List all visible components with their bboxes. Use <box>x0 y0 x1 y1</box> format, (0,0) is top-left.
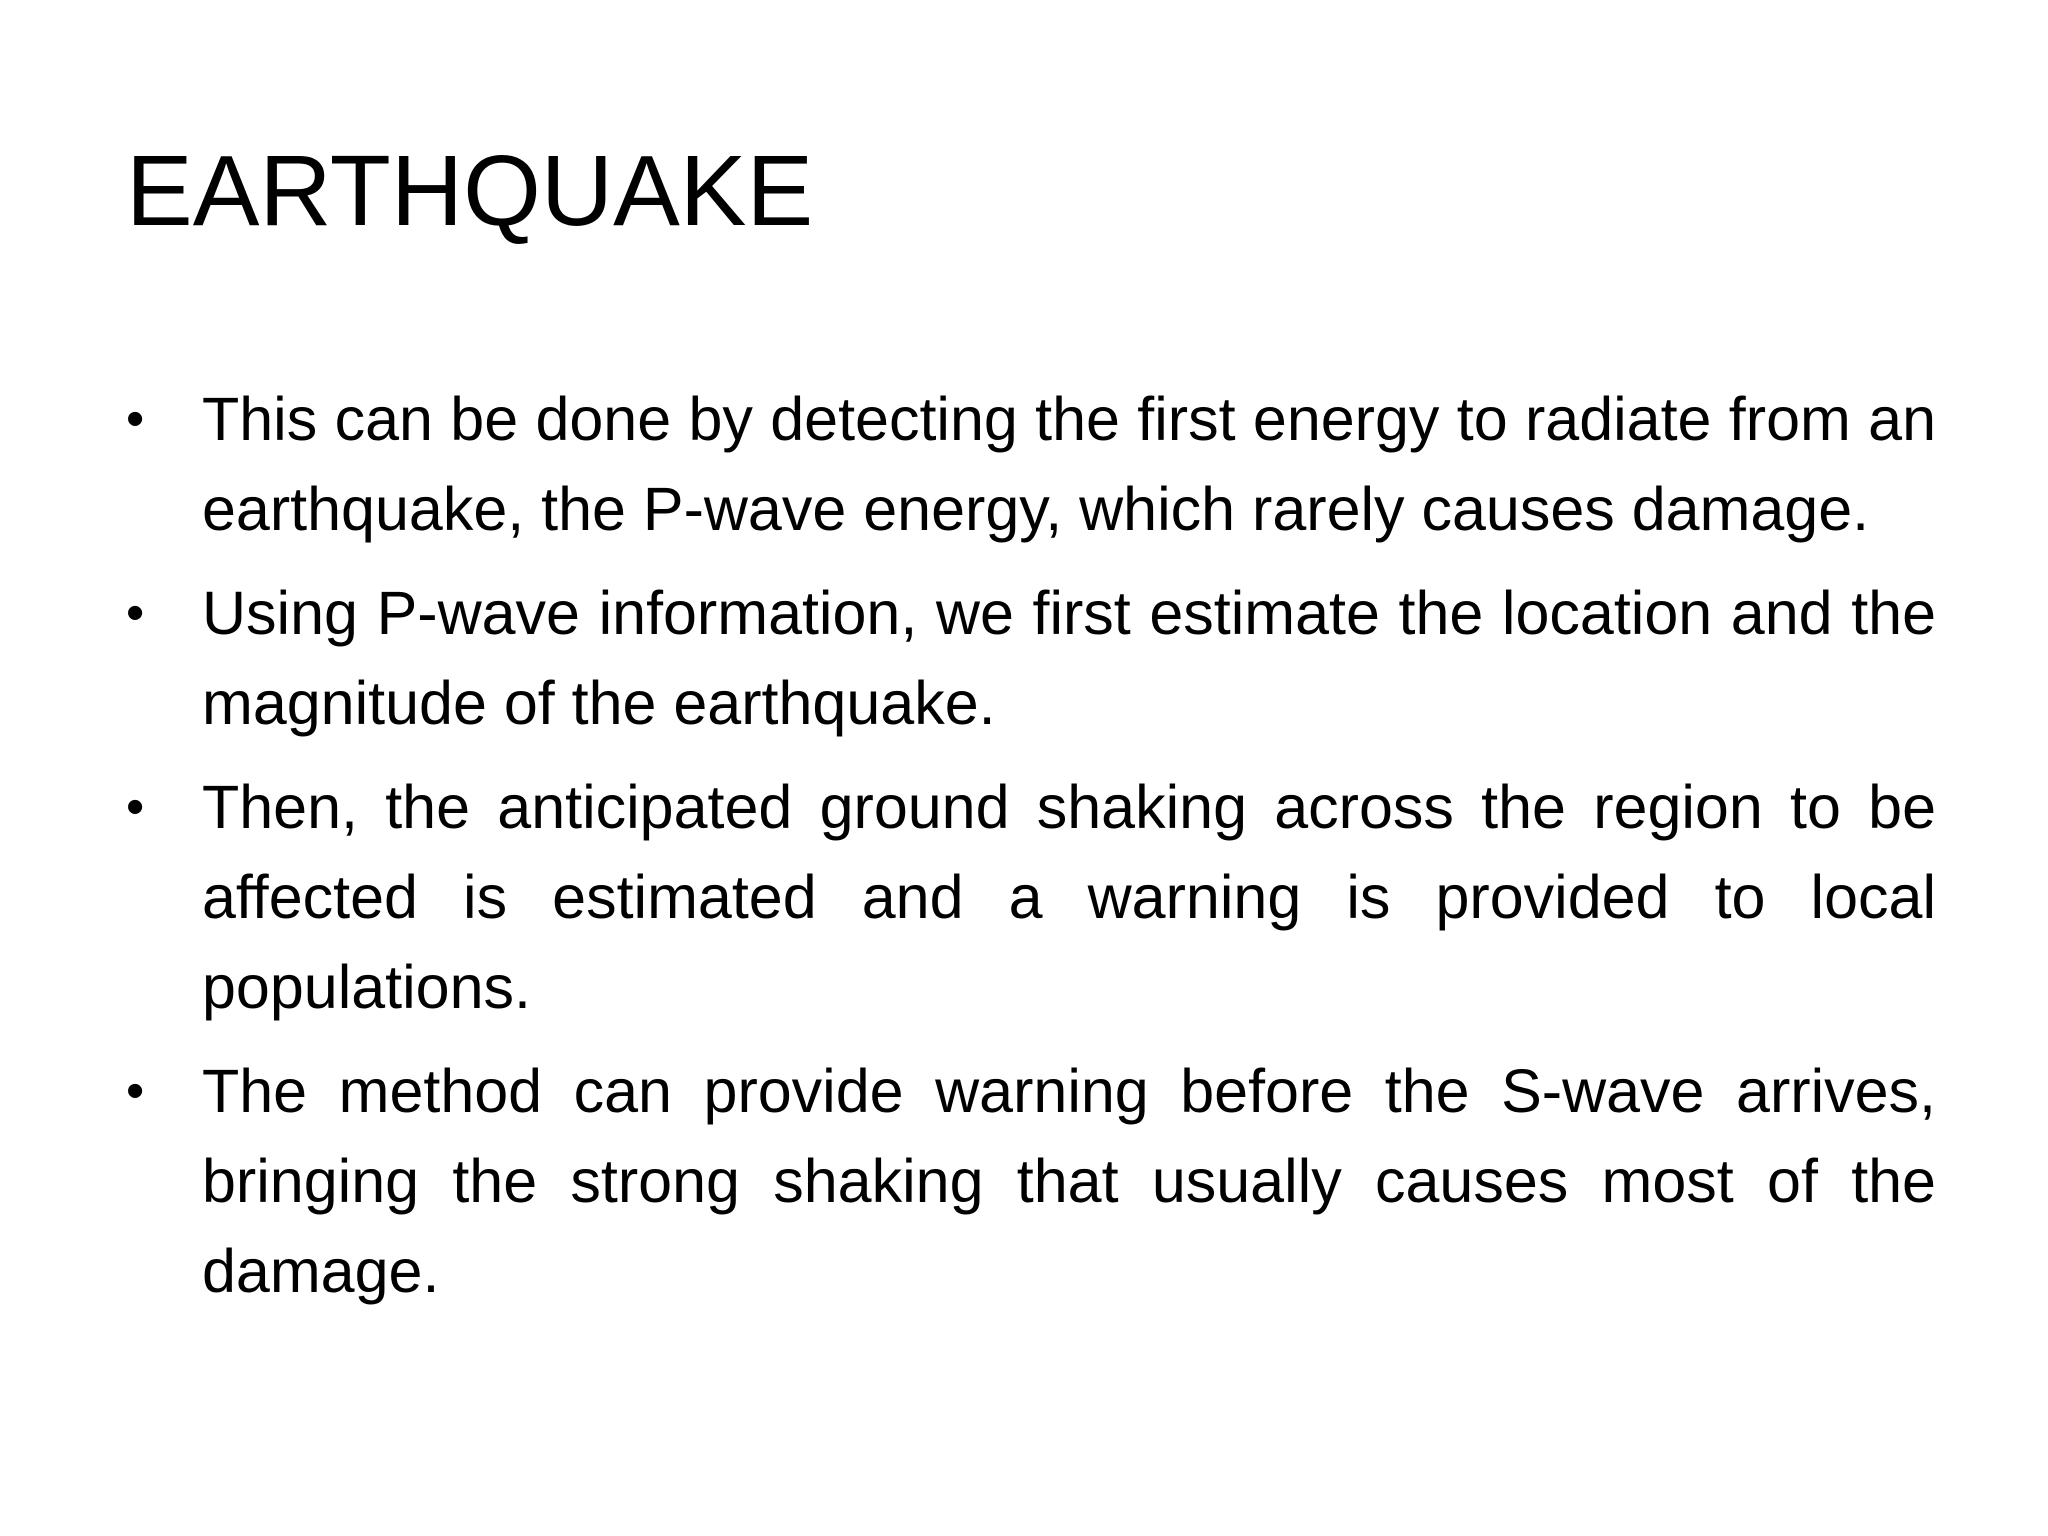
bullet-text: The method can provide warning before the S-wave arrives, bringing the strong shaking that usually causes most of the damage. <box>202 1057 1936 1305</box>
bullet-item <box>126 762 1936 1032</box>
bullet-item <box>126 1046 1936 1316</box>
bullet-text: Using P-wave information, we first estimate the location and the magnitude of the earthquake. <box>202 579 1936 737</box>
bullet-text: Then, the anticipated ground shaking across the region to be affected is estimated and a warning is provided to local populations. <box>202 773 1936 1021</box>
bullet-text: This can be done by detecting the first energy to radiate from an earthquake, the P-wave energy, which rarely causes damage. <box>202 385 1936 543</box>
bullet-dot-icon: • <box>126 584 145 642</box>
slide-title: EARTHQUAKE <box>126 135 814 247</box>
bullet-item <box>126 374 1936 554</box>
bullet-dot-icon: • <box>126 1062 145 1120</box>
bullet-item <box>126 568 1936 748</box>
bullet-dot-icon: • <box>126 778 145 836</box>
bullet-dot-icon: • <box>126 390 145 448</box>
bullet-list <box>126 374 1936 1330</box>
